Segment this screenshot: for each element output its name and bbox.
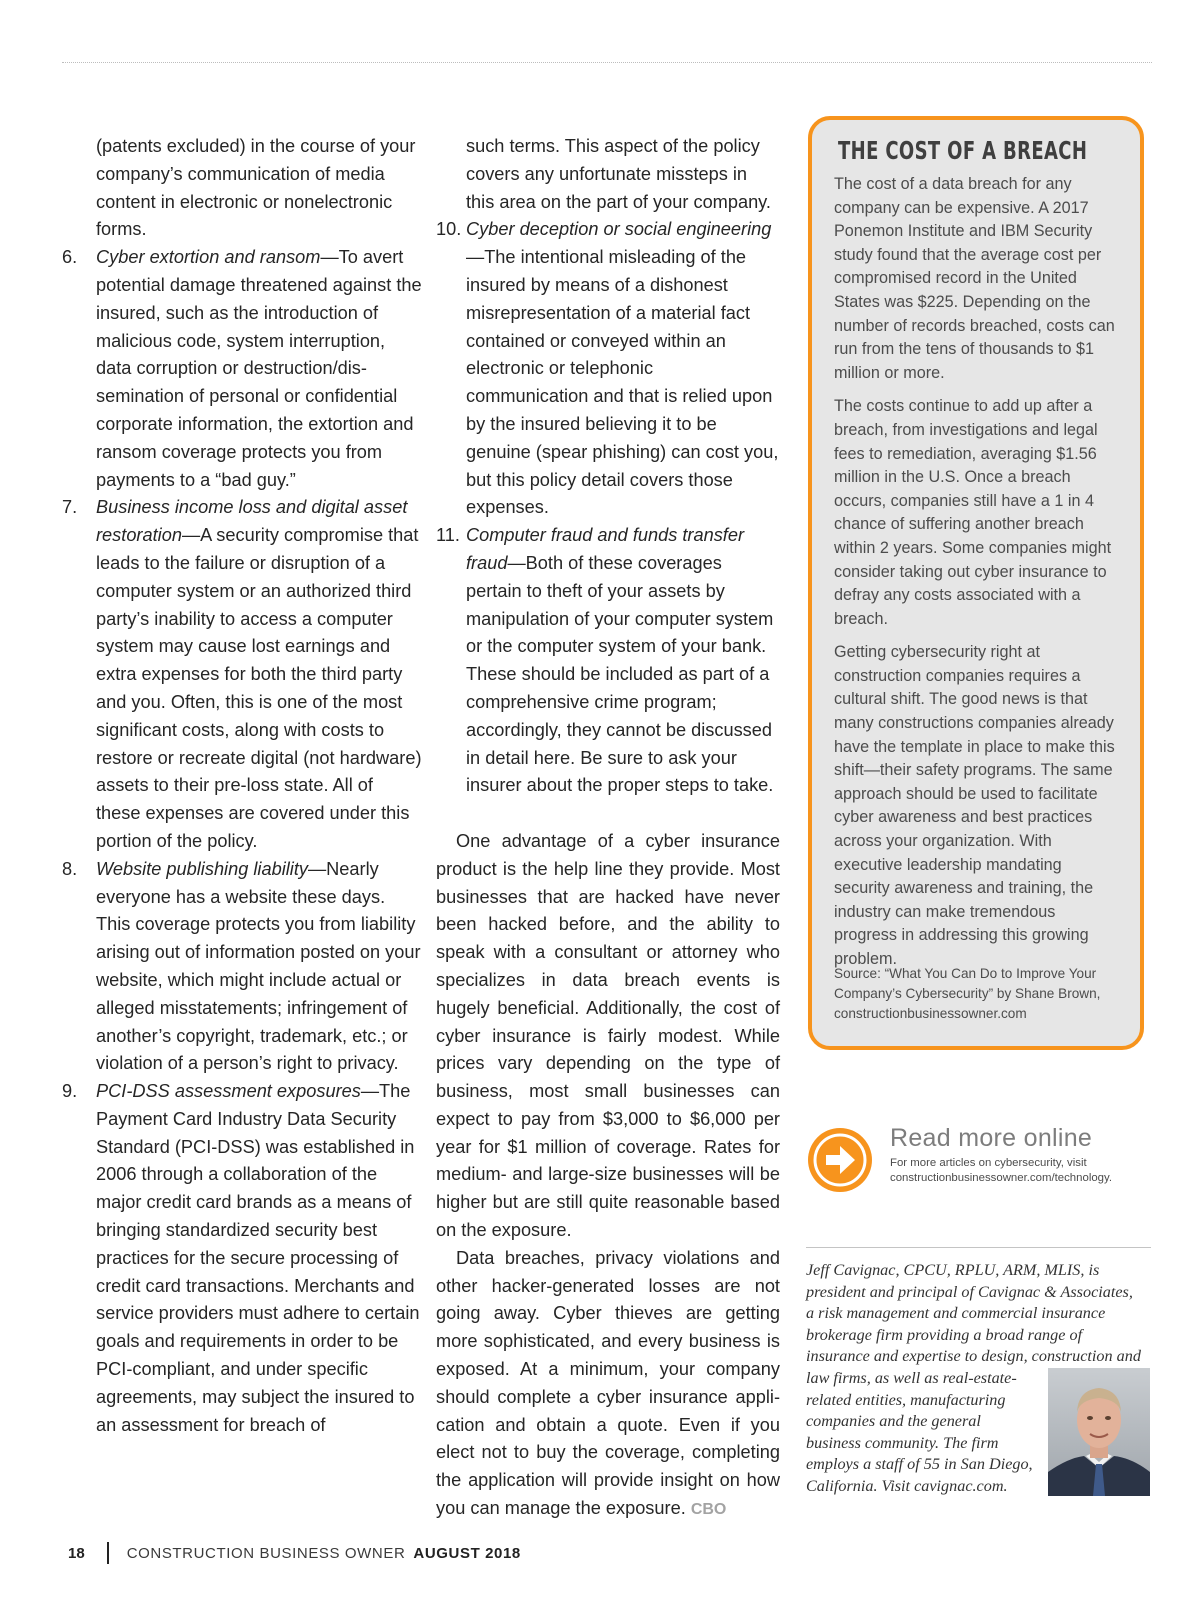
continued-text: (patents excluded) in the course of your company’s communication of media content in electronic or nonelectronic forms. (96, 136, 416, 240)
list-item-8 (62, 856, 422, 1078)
list-number: 10. (436, 219, 462, 240)
author-portrait (1048, 1368, 1150, 1496)
bio-line: California. Visit cavignac.com. (806, 1476, 1008, 1495)
sidebar-paragraph: Getting cybersecurity right at construction companies requires a cultural shift. The good news is that many constructions companies already have the template in place to make this shift—their safety programs. The same approach should be used to facilitate cyber awareness and best practices across your organization. With executive leadership mandating security awareness and training, the industry can make tremendous progress in addressing this growing problem. (834, 643, 1115, 968)
list-text: —Both of these coverages pertain to theft of your assets by manipulation of your computer system or the computer system of your bank. These should be included as part of a comprehensive crime program; accordingly, they cannot be discussed in detail here. Be sure to ask your insurer about the proper steps to take. (466, 552, 774, 796)
bio-line: Jeff Cavignac, CPCU, RPLU, ARM, MLIS, is (806, 1261, 1100, 1279)
list-item-10 (436, 216, 780, 522)
list-text: —The intentional misleading of the insured by means of a dishonest misrepresentation of a material fact contained or conveyed within an electronic or telephonic communication and that is relied upon by the insured believing it to be genuine (spear phishing) can cost you, but this policy detail covers those expenses. (466, 247, 779, 518)
list-text: —To avert potential damage threatened against the insured, such as the introduction of malicious code, system interruption, data corruption or destruction/dissemination of personal or confidential corporate information, the extortion and ransom coverage protects you from payments to a “bad guy.” (96, 247, 422, 490)
article-column-1 (62, 133, 422, 1439)
arrow-right-icon (808, 1128, 872, 1192)
bio-line: president and principal of Cavignac & Associates, (806, 1282, 1133, 1301)
list-lead: Computer fraud and funds transfer fraud (466, 525, 745, 573)
list-number: 6. (62, 247, 78, 268)
footer-divider (107, 1542, 109, 1564)
list-item-6 (62, 244, 422, 494)
list-body (466, 216, 780, 522)
author-photo (1048, 1368, 1150, 1496)
list-text: —A security compromise that leads to the failure or disruption of a computer system or an authorized third party’s inability to access a computer system may cause lost earnings and extra expenses for both the third party and you. Often, this is one of the most significant costs, along with costs to restore or recreate digital (not hardware) assets to their pre-loss state. All of these expenses are covered under this portion of the policy. (96, 525, 422, 851)
sidebar-title: THE COST OF A BREACH (838, 136, 1088, 165)
list-number: 9. (62, 1081, 78, 1102)
paragraph-gap (436, 800, 780, 828)
bio-line: companies and the general (806, 1412, 981, 1431)
read-more-title[interactable]: Read more online (890, 1124, 1093, 1152)
sidebar-source: Source: “What You Can Do to Improve Your Company’s Cybersecurity” by Shane Brown, constructionbusinessowner.com (834, 966, 1101, 1021)
list-body (466, 522, 780, 800)
sidebar-paragraph: The costs continue to add up after a breach, from investigations and legal fees to remediation, averaging $1.56 million in the U.S. Once a breach occurs, companies still have a 1 in 4 chance of suffering another breach within 2 years. Some companies might consider taking out cyber insurance to defray any costs associated with a breach. (834, 397, 1112, 628)
list-text: —Nearly everyone has a website these days. This coverage protects you from liability arising out of information posted on your website, which might include actual or alleged misstatements; infringement of another’s copyright, trademark, etc.; or violation of a person’s right to privacy. (96, 858, 421, 1074)
list-item-9 (62, 1078, 422, 1439)
list-body (96, 244, 422, 494)
arrow-right-glyph (808, 1128, 872, 1192)
bio-line: law firms, as well as real-estate- (806, 1368, 1017, 1387)
list-item-7 (62, 494, 422, 855)
read-more-callout[interactable] (808, 1124, 1148, 1202)
list-lead: Website publishing liability (96, 858, 308, 879)
list-number: 7. (62, 497, 78, 518)
list-text: —The Payment Card Industry Data Security Standard (PCI-DSS) was established in 2006 through a collaboration of the major credit card brands as a means of bringing standardized security best practices for the secure processing of credit card transactions. Merchants and service providers must adhere to certain goals and requirements in order to be PCI-compliant, and under specific agreements, may subject the insured to an assessment for breach of (96, 1081, 420, 1435)
sidebar-box (808, 116, 1144, 1050)
bio-line: brokerage firm providing a broad range of (806, 1325, 1083, 1344)
article-column-2 (436, 133, 780, 1524)
bio-divider (806, 1247, 1151, 1248)
list-item-11 (436, 522, 780, 800)
list-body (96, 856, 422, 1078)
read-more-text[interactable]: For more articles on cybersecurity, visit constructionbusinessowner.com/technology. (890, 1157, 1113, 1184)
page-footer (68, 1541, 521, 1565)
list-number: 11. (436, 525, 460, 546)
continued-text: such terms. This aspect of the policy covers any unfortunate missteps in this area on the part of your company. (466, 136, 771, 212)
list-body (96, 494, 422, 855)
list-lead: Cyber deception or social engineering (466, 219, 772, 240)
page-number: 18 (68, 1544, 85, 1562)
body-paragraph: One advantage of a cyber insurance product is the help line they provide. Most businesses that are hacked have never been hacked before, and the ability to speak with a consultant or attorney who specializes in data breach events is hugely beneficial. Additionally, the cost of cyber insurance is fairly modest. While prices vary depending on the type of business, most small businesses can expect to pay from $3,000 to $6,000 per year for $1 million of coverage. Rates for medium- and large-size businesses will be higher but are still quite reasonable based on the exposure. (436, 830, 780, 1241)
list-body (96, 1078, 422, 1439)
list-lead: PCI-DSS assessment exposures (96, 1081, 361, 1102)
top-rule (62, 62, 1152, 63)
bio-line: business community. The firm (806, 1433, 999, 1452)
bio-line: related entities, manufacturing (806, 1390, 1006, 1409)
bio-line: a risk management and commercial insurance (806, 1304, 1106, 1323)
bio-line: insurance and expertise to design, construction and (806, 1347, 1141, 1366)
list-number: 8. (62, 858, 78, 879)
paragraph-text: Data breaches, privacy violations and other hacker-generated losses are not going away. Cyber thieves are getting more sophisticated, and every business is exposed. At a minimum, your company should complete a cyber insurance application and obtain a quote. Even if you elect not to buy the coverage, completing the application will provide insight on how you can manage the exposure. (436, 1247, 780, 1519)
bio-line: employs a staff of 55 in San Diego, (806, 1455, 1033, 1474)
list-lead: Business income loss and digital asset restoration (96, 497, 408, 546)
list-lead: Cyber extortion and ransom (96, 247, 321, 268)
end-mark: CBO (690, 1501, 727, 1519)
body-paragraph (436, 1245, 780, 1524)
publication-name: CONSTRUCTION BUSINESS OWNER (126, 1544, 406, 1562)
issue-date: AUGUST 2018 (413, 1544, 521, 1562)
sidebar-paragraph: The cost of a data breach for any company can be expensive. A 2017 Ponemon Institute and IBM Security study found that the average cost per compromised record in the United States was $225. Depending on the number of records breached, costs can run from the tens of thousands to $1 million or more. (834, 175, 1115, 382)
